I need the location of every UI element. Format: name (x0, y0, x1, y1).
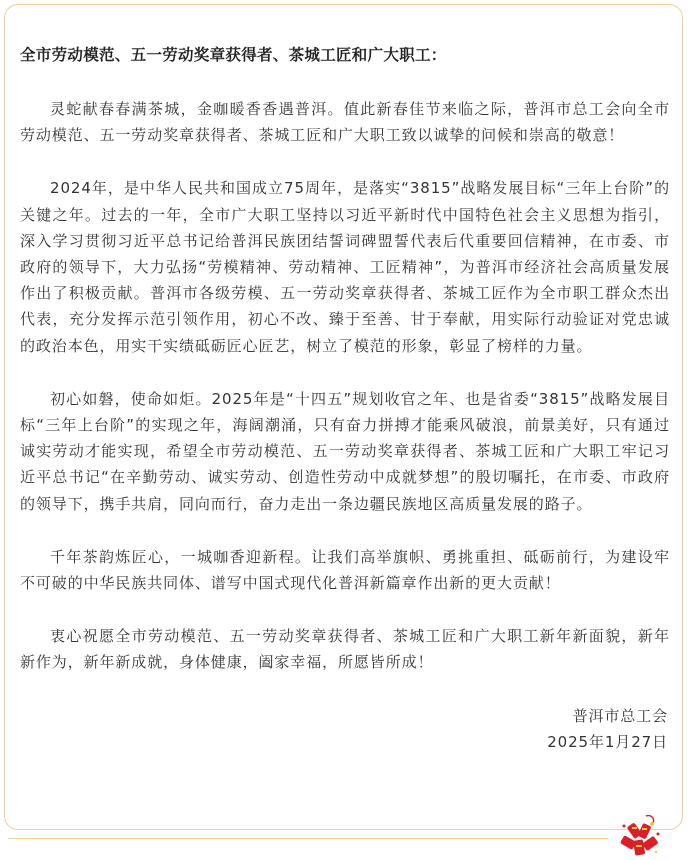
paragraph-2: 2024年，是中华人民共和国成立75周年，是落实“3815”战略发展目标“三年上台阶”的关键之年。过去的一年，全市广大职工坚持以习近平新时代中国特色社会主义思想为指引，深入学习贯彻习近平总书记给普洱民族团结誓词碑盟誓代表后代重要回信精神，在市委、市政府的领导下，大力弘扬“劳模精神、劳动精神、工匠精神”，为普洱市经济社会高质量发展作出了积极贡献。普洱市各级劳模、五一劳动奖章获得者、茶城工匠作为全市职工群众杰出代表，充分发挥示范引领作用，初心不改、臻于至善、甘于奉献，用实际行动验证对党忠诚的政治本色，用实干实绩砥砺匠心匠艺，树立了模范的形象，彰显了榜样的力量。 (20, 179, 670, 355)
paragraph-5: 衷心祝愿全市劳动模范、五一劳动奖章获得者、茶城工匠和广大职工新年新面貌，新年新作为，新年新成就，身体健康，阖家幸福，所愿皆所成！ (20, 627, 670, 672)
signature-date: 2025年1月27日 (547, 732, 668, 751)
signature-organization: 普洱市总工会 (572, 706, 668, 725)
letter-greeting: 全市劳动模范、五一劳动奖章获得者、茶城工匠和广大职工： (20, 46, 447, 64)
paragraph-4: 千年茶韵炼匠心，一城咖香迎新程。让我们高举旗帜、勇挑重担、砥砺前行，为建设牢不可破的中华民族共同体、谱写中国式现代化普洱新篇章作出新的更大贡献！ (20, 547, 670, 593)
paragraph-3: 初心如磐，使命如炬。2025年是“十四五”规划收官之年、也是省委“3815”战略发展目标“三年上台阶”的实现之年，海阔潮涌，只有奋力拼搏才能乘风破浪，前景美好，只有通过诚实劳动才能实现，希望全市劳动模范、五一劳动奖章获得者、茶城工匠和广大职工牢记习近平总书记“在辛勤劳动、诚实劳动、创造性劳动中成就梦想”的殷切嘱托，在市委、市政府的领导下，携手共肩，同向而行，奋力走出一条边疆民族地区高质量发展的路子。 (20, 389, 670, 513)
letter-body (20, 42, 670, 755)
bottom-divider (8, 838, 608, 839)
signature-block (20, 703, 670, 755)
paragraph-1: 灵蛇献春春满茶城，金咖暖香香遇普洱。值此新春佳节来临之际，普洱市总工会向全市劳动模范、五一劳动奖章获得者、茶城工匠和广大职工致以诚挚的问候和崇高的敬意！ (20, 100, 670, 145)
firecracker-icon (616, 812, 666, 860)
